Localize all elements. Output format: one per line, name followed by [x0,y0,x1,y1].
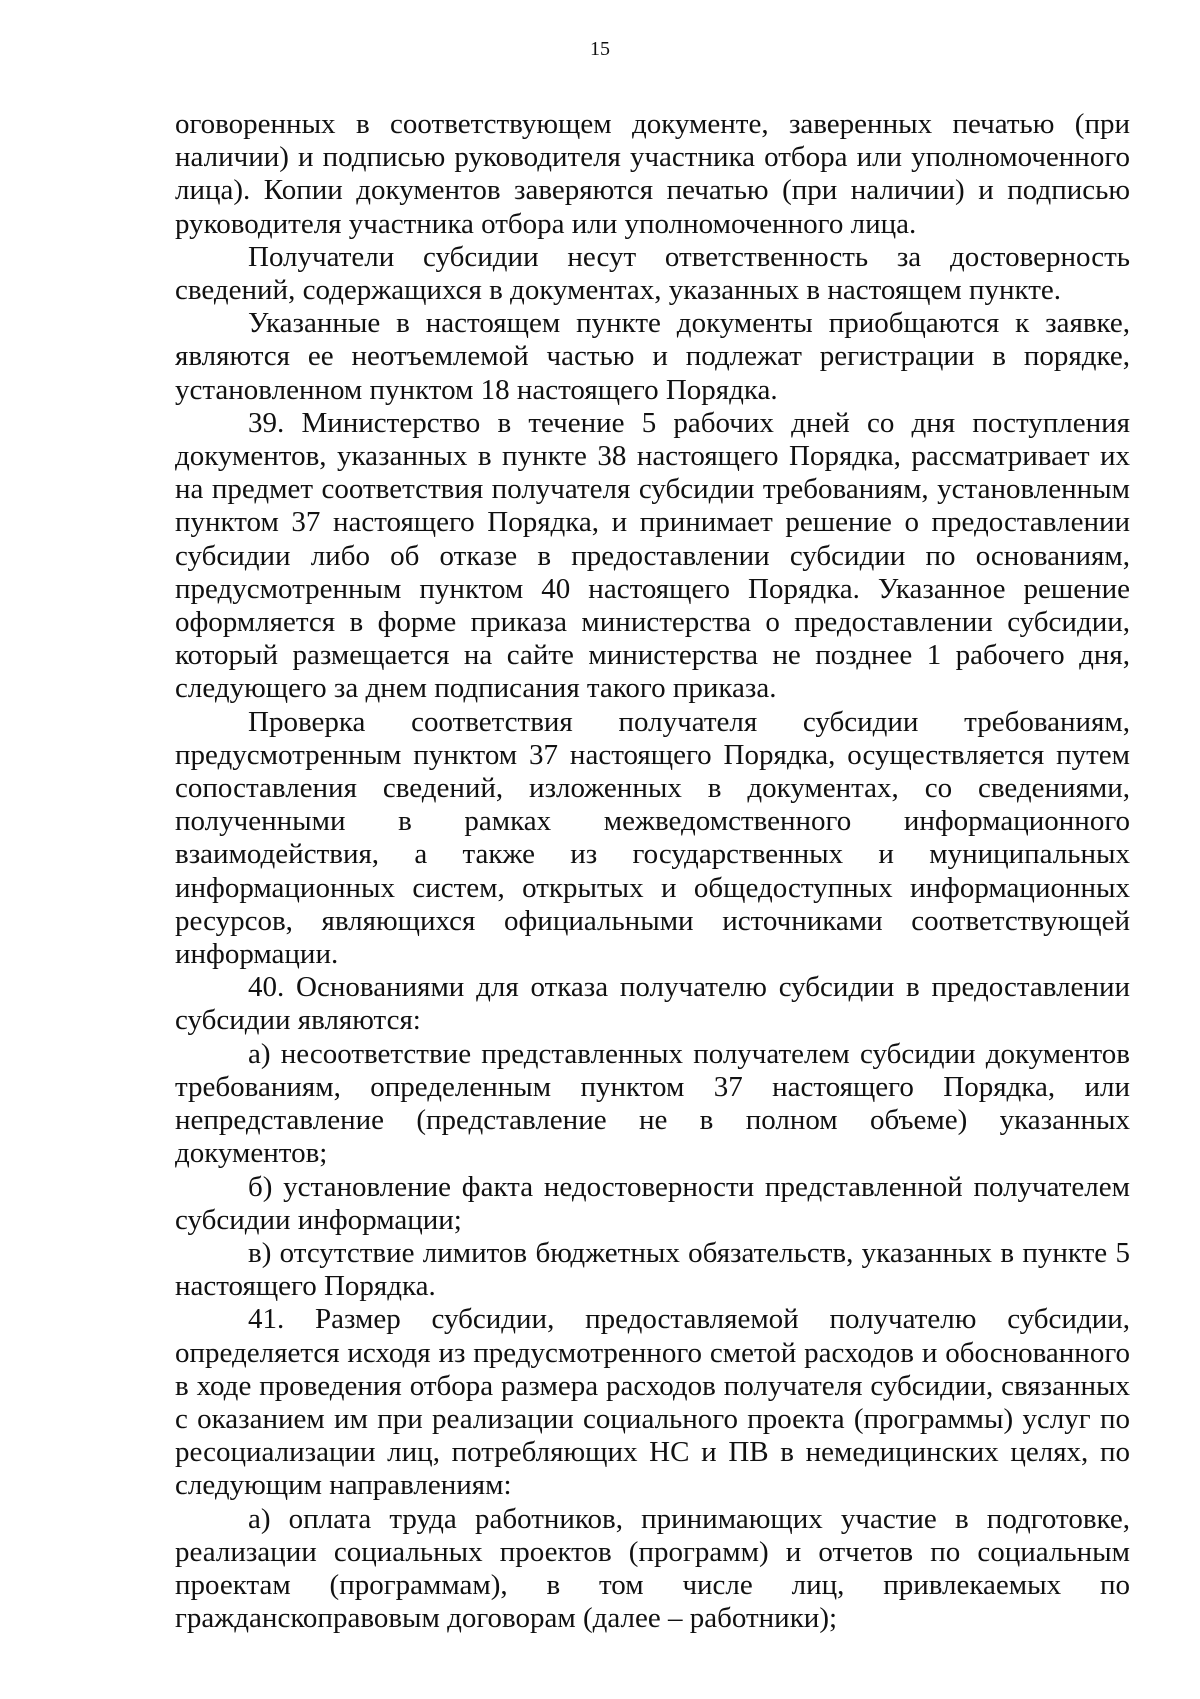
document-body [175,108,1130,1635]
paragraph-clause-40: 40. Основаниями для отказа получателю субсидии в предоставлении субсидии являются: [175,971,1130,1037]
page-number: 15 [590,38,610,60]
list-item-a-salary: а) оплата труда работников, принимающих участие в подготовке, реализации социальных проектов (программ) и отчетов по социальным проектам (программам), в том числе лиц, привлекаемых по гражданскоправовым договорам (далее – работники); [175,1502,1130,1635]
paragraph-clause-39: 39. Министерство в течение 5 рабочих дней со дня поступления документов, указанных в пункте 38 настоящего Порядка, рассматривает их на предмет соответствия получателя субсидии требованиям, установленным пунктом 37 настоящего Порядка, и принимает решение о предоставлении субсидии либо об отказе в предоставлении субсидии по основаниям, предусмотренным пунктом 40 настоящего Порядка. Указанное решение оформляется в форме приказа министерства о предоставлении субсидии, который размещается на сайте министерства не позднее 1 рабочего дня, следующего за днем подписания такого приказа. [175,406,1130,705]
list-item-a: а) несоответствие представленных получателем субсидии документов требованиям, определенным пунктом 37 настоящего Порядка, или непредставление (представление не в полном объеме) указанных документов; [175,1037,1130,1170]
list-item-c: в) отсутствие лимитов бюджетных обязательств, указанных в пункте 5 настоящего Порядка. [175,1236,1130,1303]
paragraph-continuation: оговоренных в соответствующем документе, заверенных печатью (при наличии) и подписью руководителя участника отбора или уполномоченного лица). Копии документов заверяются печатью (при наличии) и подписью руководителя участника отбора или уполномоченного лица. [175,108,1130,240]
paragraph-clause-41: 41. Размер субсидии, предоставляемой получателю субсидии, определяется исходя из предусмотренного сметой расходов и обоснованного в ходе проведения отбора размера расходов получателя субсидии, связанных с оказанием им при реализации социального проекта (программы) услуг по ресоциализации лиц, потребляющих НС и ПВ в немедицинских целях, по следующим направлениям: [175,1303,1130,1502]
list-item-b: б) установление факта недостоверности представленной получателем субсидии информации; [175,1170,1130,1236]
paragraph-documents-attached: Указанные в настоящем пункте документы приобщаются к заявке, являются ее неотъемлемой частью и подлежат регистрации в порядке, установленном пунктом 18 настоящего Порядка. [175,307,1130,406]
paragraph-responsibility: Получатели субсидии несут ответственность за достоверность сведений, содержащихся в документах, указанных в настоящем пункте. [175,240,1130,307]
paragraph-compliance-check: Проверка соответствия получателя субсидии требованиям, предусмотренным пунктом 37 настоящего Порядка, осуществляется путем сопоставления сведений, изложенных в документах, со сведениями, полученными в рамках межведомственного информационного взаимодействия, а также из государственных и муниципальных информационных систем, открытых и общедоступных информационных ресурсов, являющихся официальными источниками соответствующей информации. [175,705,1130,971]
